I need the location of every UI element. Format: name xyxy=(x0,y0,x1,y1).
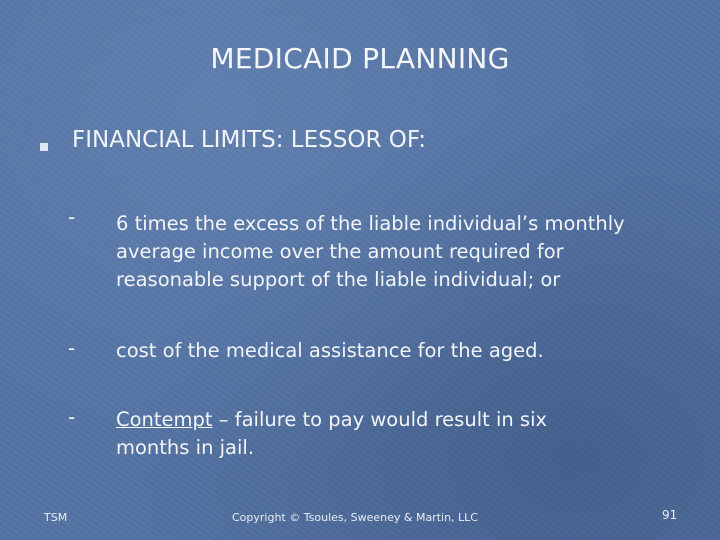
dash-marker: - xyxy=(68,205,76,229)
sub-item-text: 6 times the excess of the liable individual’s monthly average income over the amount required for reasonable support of the liable individual; or xyxy=(116,212,625,291)
footer-left-label: TSM xyxy=(44,511,68,524)
page-number: 91 xyxy=(662,508,678,522)
contempt-term: Contempt xyxy=(116,408,213,431)
square-bullet-icon xyxy=(40,143,48,151)
contempt-description: – failure to pay would result in six months in jail. xyxy=(116,408,548,459)
sub-item-text xyxy=(116,406,586,462)
main-bullet-text: FINANCIAL LIMITS: LESSOR OF: xyxy=(72,127,427,153)
sub-item-text: cost of the medical assistance for the aged. xyxy=(116,339,544,362)
dash-marker: - xyxy=(68,405,76,429)
footer-copyright: Copyright © Tsoules, Sweeney & Martin, LLC xyxy=(232,511,478,524)
slide-title: MEDICAID PLANNING xyxy=(210,42,510,75)
dash-marker: - xyxy=(68,336,76,360)
